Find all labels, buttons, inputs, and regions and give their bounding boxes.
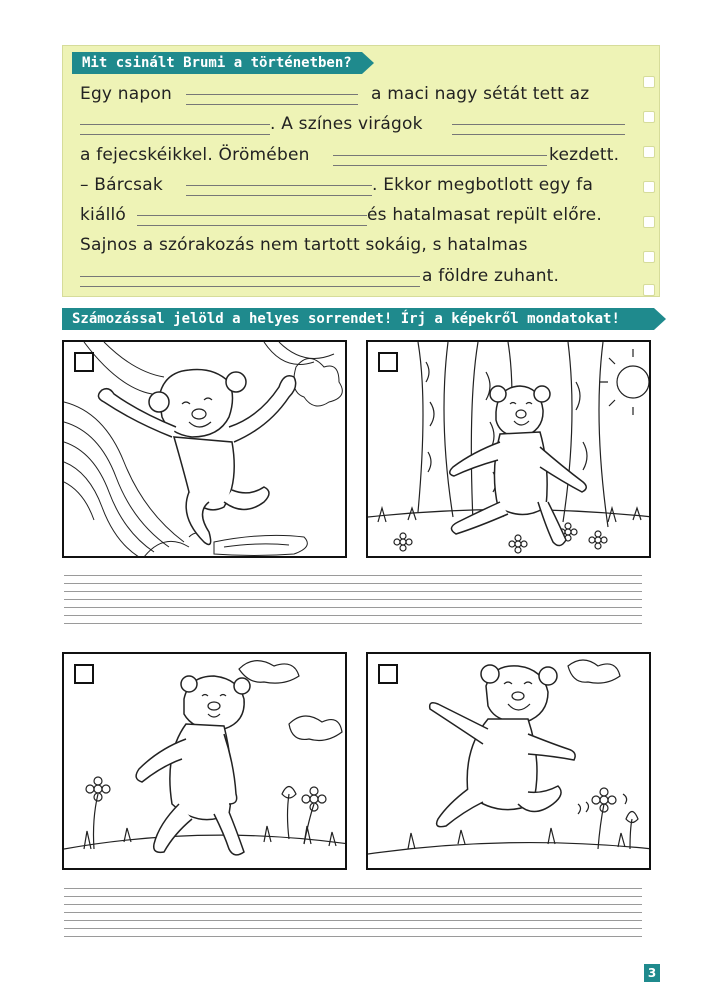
story-text: Sajnos a szórakozás nem tartott sokáig, s hatalmas bbox=[80, 235, 528, 255]
bear-in-forest-icon bbox=[368, 342, 651, 558]
story-text: . A színes virágok bbox=[270, 114, 423, 134]
order-number-box[interactable] bbox=[378, 352, 398, 372]
story-text: kezdett. bbox=[549, 145, 620, 165]
story-text: a fejecskéikkel. Örömében bbox=[80, 145, 310, 165]
fill-blank[interactable] bbox=[80, 124, 270, 135]
picture-panel-2 bbox=[366, 340, 651, 558]
writing-lines-2[interactable] bbox=[64, 888, 642, 938]
picture-panel-3 bbox=[62, 652, 347, 870]
bear-waving-icon bbox=[64, 342, 347, 558]
bear-standing-icon bbox=[64, 654, 347, 870]
order-number-box[interactable] bbox=[74, 664, 94, 684]
story-text: a földre zuhant. bbox=[422, 266, 560, 286]
fill-blank[interactable] bbox=[137, 215, 367, 226]
fill-blank[interactable] bbox=[80, 276, 420, 287]
fill-blank[interactable] bbox=[186, 185, 372, 196]
section-title-ordering: Számozással jelöld a helyes sorrendet! Írj a képekről mondatokat! bbox=[62, 308, 654, 330]
writing-lines-1[interactable] bbox=[64, 575, 642, 625]
story-text: – Bárcsak bbox=[80, 175, 163, 195]
fill-blank[interactable] bbox=[333, 155, 547, 166]
story-text: . Ekkor megbotlott egy fa bbox=[372, 175, 594, 195]
note-perforation bbox=[635, 66, 659, 286]
order-number-box[interactable] bbox=[74, 352, 94, 372]
fill-blank[interactable] bbox=[186, 94, 358, 105]
story-text: Egy napon bbox=[80, 84, 172, 104]
section-title-story: Mit csinált Brumi a történetben? bbox=[72, 52, 362, 74]
story-text: és hatalmasat repült előre. bbox=[367, 205, 602, 225]
bear-dancing-icon bbox=[368, 654, 651, 870]
story-text: a maci nagy sétát tett az bbox=[371, 84, 590, 104]
page-number: 3 bbox=[644, 964, 660, 982]
picture-panel-1 bbox=[62, 340, 347, 558]
fill-blank[interactable] bbox=[452, 124, 625, 135]
story-text: kiálló bbox=[80, 205, 127, 225]
picture-panel-4 bbox=[366, 652, 651, 870]
order-number-box[interactable] bbox=[378, 664, 398, 684]
story-note bbox=[62, 45, 660, 297]
